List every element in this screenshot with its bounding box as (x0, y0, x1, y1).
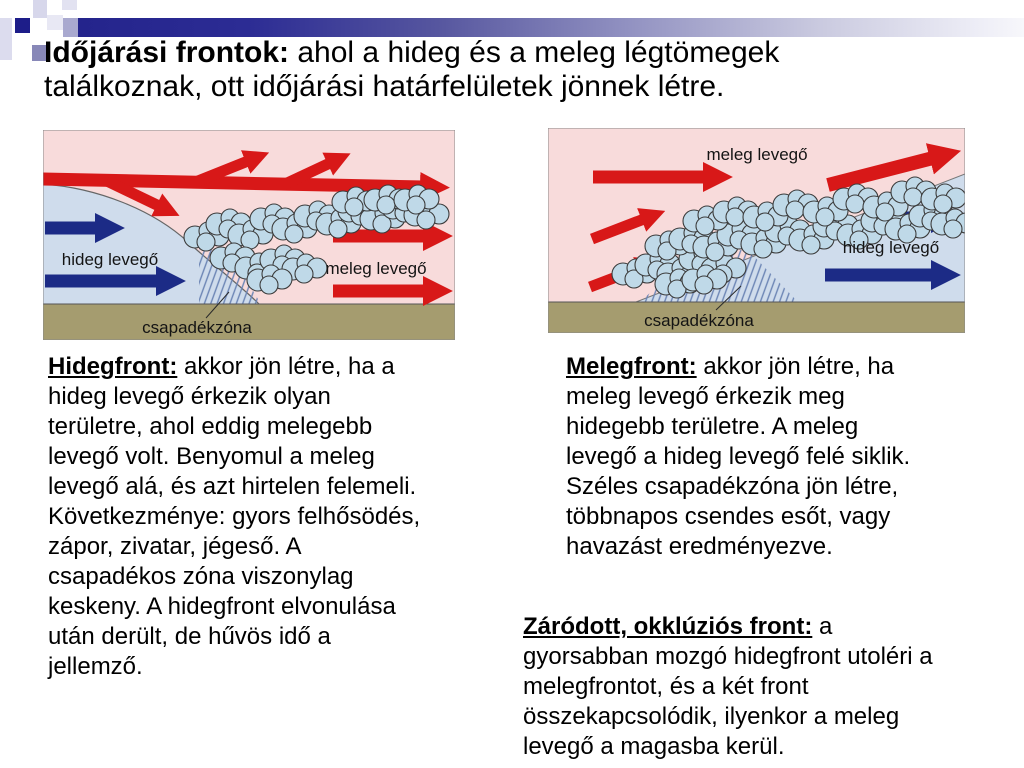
decor-square-strip (0, 18, 12, 60)
page-title (44, 36, 974, 104)
warm-front-diagram (548, 128, 965, 333)
decor-square-light2 (47, 15, 63, 30)
precip-zone-label: csapadékzóna (644, 311, 754, 330)
header-gradient-bar (78, 18, 1024, 37)
hidegfront-lead: Hidegfront: (48, 353, 178, 380)
cold-front-diagram (43, 130, 455, 340)
warm-air-label: meleg levegő (325, 259, 427, 278)
title-line2: találkoznak, ott időjárási határfelületek jönnek létre. (44, 70, 725, 103)
okkluzios-lead: Záródott, okklúziós front: (523, 613, 813, 640)
paragraph-okkluzios: Záródott, okklúziós front: a gyorsabban mozgó hidegfront utoléri a melegfrontot, és a két front összekapcsolódik, ilyenkor a meleg levegő a magasba kerül. (523, 613, 933, 760)
warm-air-label: meleg levegő (706, 145, 808, 164)
cold-air-label: hideg levegő (61, 250, 159, 269)
decor-square-navy (15, 18, 30, 33)
decor-square-light1 (33, 0, 47, 18)
cold-air-label: hideg levegő (842, 238, 940, 257)
melegfront-lead: Melegfront: (566, 353, 697, 380)
precip-zone-label: csapadékzóna (142, 318, 252, 337)
title-bold-text: Időjárási frontok: (44, 36, 290, 69)
title-rest-line1: ahol a hideg és a meleg légtömegek (289, 36, 780, 69)
decor-square-medium (63, 18, 78, 37)
decor-square-light3 (62, 0, 77, 10)
ground (548, 302, 965, 333)
paragraph-melegfront: Melegfront: akkor jön létre, ha meleg levegő érkezik meg hidegebb területre. A meleg levegő a hideg levegő felé siklik. Széles csapadékzóna jön létre, többnapos csendes esőt, vagy havazást eredményezve. (566, 353, 911, 560)
paragraph-hidegfront: Hidegfront: akkor jön létre, ha a hideg levegő érkezik olyan területre, ahol eddig melegebb levegő volt. Benyomul a meleg levegő alá, és azt hirtelen felemeli. Következménye: gyors felhősödés, zápor, zivatar, jégeső. A csapadékos zóna viszonylag keskeny. A hidegfront elvonulása után derült, de hűvös idő a jellemző. (48, 353, 421, 680)
